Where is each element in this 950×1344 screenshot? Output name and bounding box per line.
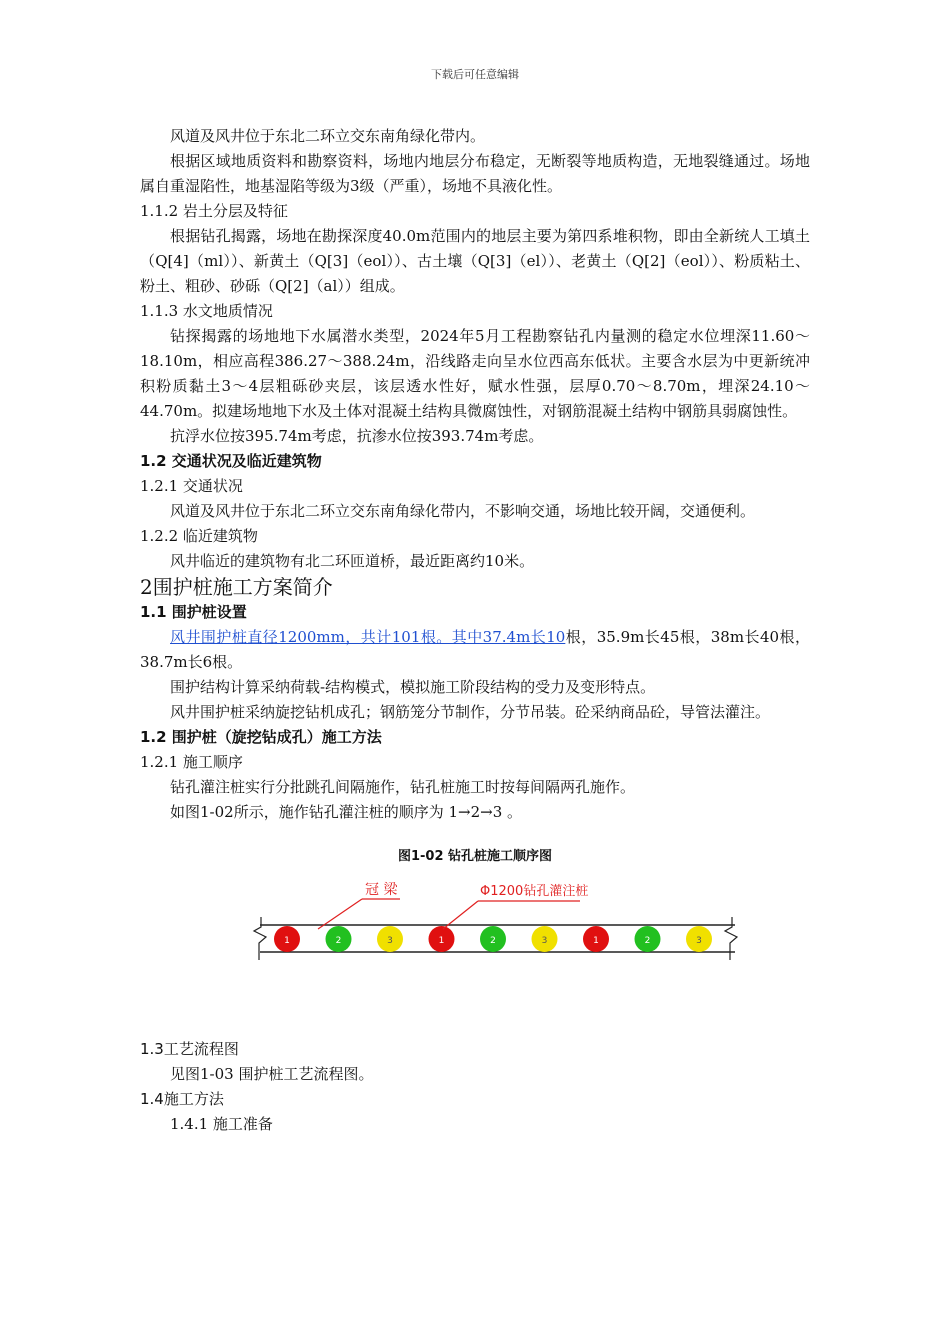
hyperlink[interactable]: 风井围护桩直径1200mm，共计101根。其中37.4m长10 (170, 628, 566, 646)
paragraph (140, 625, 810, 675)
paragraph: 钻孔灌注桩实行分批跳孔间隔施作，钻孔桩施工时按每间隔两孔施作。 (170, 778, 636, 796)
paragraph: 根据区域地质资料和勘察资料，场地内地层分布稳定，无断裂等地质构造，无地裂缝通过。场地属自重湿陷性，地基湿陷等级为3级（严重），场地不具液化性。 (140, 152, 810, 195)
pile-number: 1 (593, 936, 599, 946)
section-heading: 1.4施工方法 (140, 1090, 224, 1108)
page-header: 下载后可任意编辑 (431, 68, 519, 81)
pile-number: 2 (335, 936, 342, 946)
paragraph: 抗浮水位按395.74m考虑，抗渗水位按393.74m考虑。 (170, 427, 544, 445)
pile-number: 2 (490, 936, 496, 946)
pile-number: 2 (644, 936, 651, 946)
piles-group (274, 926, 712, 952)
section-heading: 1.2 交通状况及临近建筑物 (140, 452, 322, 470)
pile-number: 3 (696, 936, 702, 946)
paragraph: 风道及风井位于东北二环立交东南角绿化带内，不影响交通，场地比较开阔，交通便利。 (170, 502, 756, 520)
pile-number: 3 (387, 936, 393, 946)
beam-label: 冠 梁 (365, 882, 398, 898)
pile-number: 3 (541, 936, 548, 946)
section-heading: 1.1 围护桩设置 (140, 603, 247, 621)
section-heading: 1.1.2 岩土分层及特征 (140, 202, 288, 220)
paragraph: 风井围护桩采纳旋挖钻机成孔；钢筋笼分节制作，分节吊装。砼采纳商品砼，导管法灌注。 (170, 703, 771, 721)
break-mark-left (254, 917, 266, 960)
pile-label: Φ1200钻孔灌注桩 (480, 884, 589, 899)
chapter-heading: 2围护桩施工方案简介 (140, 575, 333, 599)
paragraph: 如图1-02所示，施作钻孔灌注桩的顺序为 1→2→3 。 (170, 803, 523, 821)
pile-number: 1 (284, 936, 290, 946)
pile-number: 1 (438, 936, 445, 946)
section-heading: 1.2.2 临近建筑物 (140, 527, 258, 545)
pile-diagram (140, 867, 810, 1027)
section-heading: 1.1.3 水文地质情况 (140, 302, 273, 320)
pile-sequence-figure (140, 867, 810, 1027)
paragraph: 围护结构计算采纳荷载-结构模式，模拟施工阶段结构的受力及变形特点。 (170, 678, 656, 696)
subsection-heading: 1.4.1 施工准备 (170, 1115, 273, 1133)
paragraph: 风道及风井位于东北二环立交东南角绿化带内。 (170, 127, 486, 145)
break-mark-right (725, 917, 737, 960)
paragraph: 根据钻孔揭露，场地在勘探深度40.0m范围内的地层主要为第四系堆积物，即由全新统人工填土（Q[4]（ml））、新黄土（Q[3]（eol））、古土壤（Q[3]（el））、老黄土（Q[2]（eol））、粉质粘土、粉土、粗砂、砂砾（Q[2]（al））组成。 (140, 227, 810, 295)
paragraph: 见图1-03 围护桩工艺流程图。 (170, 1065, 374, 1083)
section-heading: 1.3工艺流程图 (140, 1040, 239, 1058)
document-body (140, 124, 810, 1137)
paragraph: 风井临近的建筑物有北二环匝道桥，最近距离约10米。 (170, 552, 535, 570)
figure-title: 图1-02 钻孔桩施工顺序图 (397, 849, 553, 864)
section-heading: 1.2 围护桩（旋挖钻成孔）施工方法 (140, 728, 382, 746)
section-heading: 1.2.1 交通状况 (140, 477, 243, 495)
paragraph-text: 根，35.9m长45根，38m长40根，38.7m长6根。 (140, 628, 811, 671)
paragraph: 钻探揭露的场地地下水属潜水类型，2024年5月工程勘察钻孔内量测的稳定水位埋深11.60～18.10m，相应高程386.27～388.24m，沿线路走向呈水位西高东低状。主要含水层为中更新统冲积粉质黏土3～4层粗砾砂夹层，该层透水性好，赋水性强，层厚0.70～8.70m，埋深24.10～44.70m。拟建场地地下水及土体对混凝土结构具微腐蚀性，对钢筋混凝土结构中钢筋具弱腐蚀性。 (140, 327, 810, 420)
section-heading: 1.2.1 施工顺序 (140, 753, 243, 771)
